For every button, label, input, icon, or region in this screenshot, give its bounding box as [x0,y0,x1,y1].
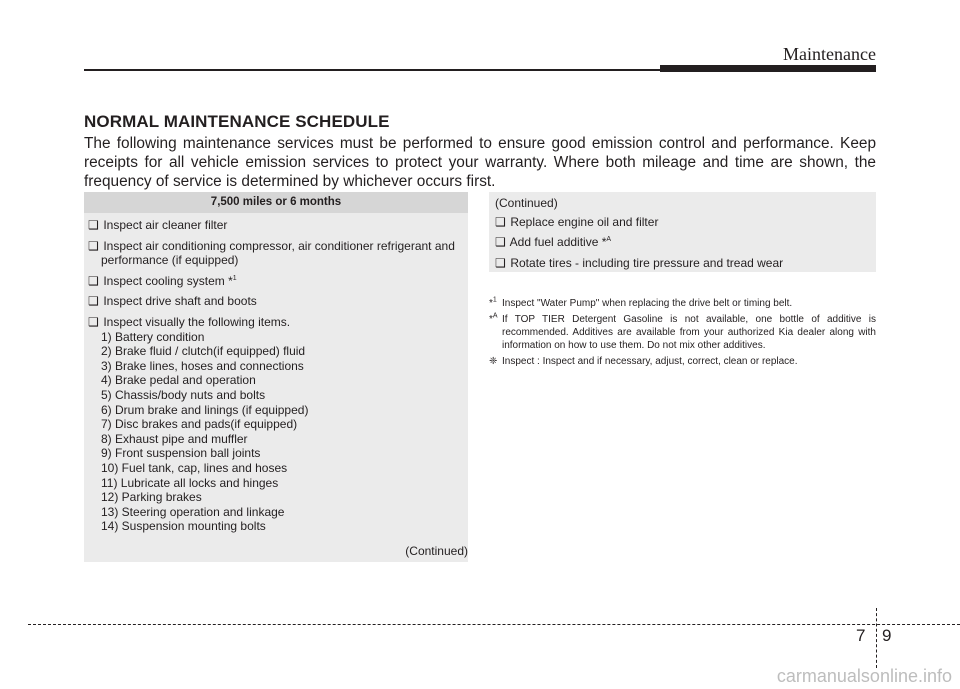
list-item [88,274,464,289]
footer-dashed-line [28,624,960,625]
list-item-text: Add fuel additive * [509,235,607,250]
footnote-mark-icon: ❈ [489,356,498,367]
checkbox-icon: ❑ [88,218,99,232]
list-item [495,215,871,230]
sub-item: 7) Disc brakes and pads(if equipped) [101,417,298,432]
schedule-list-left [88,218,464,534]
footnote-ref: A [606,236,612,244]
sub-item: 4) Brake pedal and operation [101,373,256,388]
sub-item: 12) Parking brakes [101,490,202,505]
checkbox-icon: ❑ [88,273,99,288]
checkbox-icon: ❑ [495,255,506,270]
watermark: carmanualsonline.info [776,666,952,686]
checkbox-icon: ❑ [495,214,506,229]
footnote-text: If TOP TIER Detergent Gasoline is not available, one bottle of additive is recommended. Additives are available from your authorized Kia dealer along with information on how to use them. Do not mix other additives. [502,314,876,351]
header-rule-thick [660,65,876,72]
list-item [88,315,464,330]
footnote-text: Inspect "Water Pump" when replacing the drive belt or timing belt. [502,298,793,309]
footnote-text: Inspect : Inspect and if necessary, adjust, correct, clean or replace. [502,356,798,367]
intro-paragraph: The following maintenance services must be performed to ensure good emission control and performance. Keep receipts for all vehicle emission services to protect your warranty. Where both mileage and time are shown, the frequency of service is determined by whichever occurs first. [84,135,876,190]
sub-item: 11) Lubricate all locks and hinges [101,475,279,490]
header-rule-thin [84,69,660,71]
sub-item: 9) Front suspension ball joints [101,446,261,461]
list-item-text: Inspect air cleaner filter [103,218,228,232]
list-item-text: Replace engine oil and filter [510,214,659,229]
list-item [88,239,464,268]
footer-dashed-divider [876,608,877,668]
footnotes [489,297,876,371]
sub-item: 5) Chassis/body nuts and bolts [101,387,266,402]
checkbox-icon: ❑ [88,314,99,329]
checkbox-icon: ❑ [495,235,506,250]
list-item [88,294,464,309]
footnote-mark: *$^A$ [489,312,498,325]
list-item-continuation: performance (if equipped) [101,253,239,268]
sub-item: 14) Suspension mounting bolts [101,519,266,534]
list-item [88,218,464,233]
sub-item: 2) Brake fluid / clutch(if equipped) fluid [101,344,306,359]
checkbox-icon: ❑ [88,238,99,253]
list-item-text: Inspect drive shaft and boots [103,294,257,309]
sub-list [88,330,464,534]
footnote [489,297,876,310]
schedule-heading: 7,500 miles or 6 months [84,192,468,213]
header-title: Maintenance [783,44,876,64]
page-number: 9 [882,626,892,645]
footnote-mark: *$^1$ [489,296,497,309]
sub-item: 13) Steering operation and linkage [101,504,285,519]
sub-item: 1) Battery condition [101,329,205,344]
footnote-ref: 1 [232,274,237,282]
list-item-text: Inspect visually the following items. [103,314,291,329]
schedule-box-right [489,192,876,272]
list-item [495,235,871,250]
sub-item: 6) Drum brake and linings (if equipped) [101,402,309,417]
page-chapter: 7 [856,626,866,645]
sub-item: 3) Brake lines, hoses and connections [101,358,304,373]
sub-item: 8) Exhaust pipe and muffler [101,431,248,446]
footnote [489,313,876,352]
schedule-box-left [84,192,468,562]
continued-label: (Continued) [495,196,558,210]
list-item-text: Inspect air conditioning compressor, air conditioner refrigerant and [103,238,455,253]
list-item-text: Inspect cooling system * [103,273,233,288]
continued-label: (Continued) [405,544,468,558]
checkbox-icon: ❑ [88,294,99,309]
list-item [495,256,871,271]
list-item-text: Rotate tires - including tire pressure and tread wear [510,255,784,270]
schedule-list-right [495,196,871,276]
sub-item: 10) Fuel tank, cap, lines and hoses [101,460,288,475]
footnote [489,355,876,368]
section-title: NORMAL MAINTENANCE SCHEDULE [84,112,390,131]
